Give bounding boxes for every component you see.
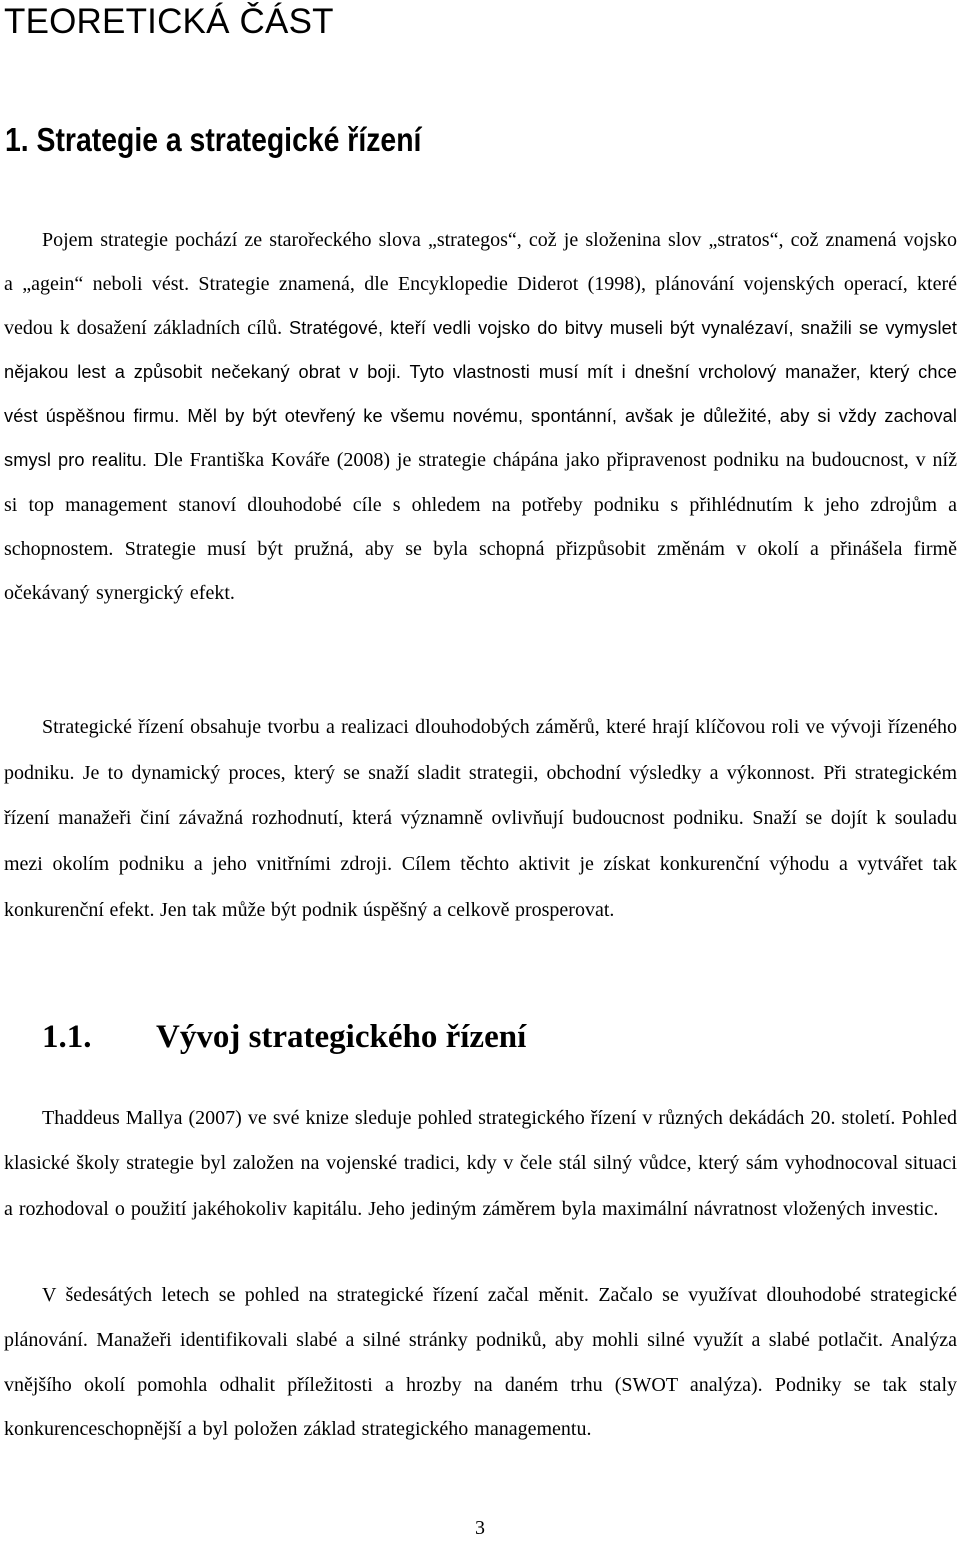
- section-number: 1.1.: [42, 1019, 92, 1055]
- section-title: Vývoj strategického řízení: [156, 1019, 527, 1055]
- paragraph-classical-school: Thaddeus Mallya (2007) ve své knize sleduje pohled strategického řízení v různých dekádách 20. století. Pohled klasické školy strategie byl založen na vojenské tradici, kdy v čele stál silný vůdce, který sám vyhodnocoval situaci a rozhodoval o použití jakéhokoliv kapitálu. Jeho jediným záměrem byla maximální návratnost vložených investic.: [4, 1107, 957, 1220]
- part-heading: TEORETICKÁ ČÁST: [4, 2, 334, 41]
- page-number: 3: [475, 1517, 485, 1539]
- paragraph-strategic-management: Strategické řízení obsahuje tvorbu a realizaci dlouhodobých záměrů, které hrají klíčovou roli ve vývoji řízeného podniku. Je to dynamický proces, který se snaží sladit strategii, obchodní výsledky a výkonnost. Při strategickém řízení manažeři činí závažná rozhodnutí, která významně ovlivňují budoucnost podniku. Snaží se dojít k souladu mezi okolím podniku a jeho vnitřními zdroji. Cílem těchto aktivit je získat konkurenční výhodu a vytvářet tak konkurenční efekt. Jen tak může být podnik úspěšný a celkově prosperovat.: [4, 716, 957, 921]
- paragraph-segment: Dle Františka Kováře (2008) je strategie chápána jako připravenost podniku na budoucnost, v níž si top management stanoví dlouhodobé cíle s ohledem na potřeby podniku s přihlédnutím k jeho zdrojům a schopnostem. Strategie musí být pružná, aby se byla schopná přizpůsobit změnám v okolí a přinášela firmě očekávaný synergický efekt.: [4, 449, 957, 604]
- section-heading: [42, 1012, 526, 1062]
- paragraph-segment: Pojem strategie pochází ze starořeckého slova „strategos“, což je složenina slov „stratos“, což znamená vojsko a „agein“ neboli vést. Strategie znamená, dle Encyklopedie Diderot (1998), plánování vojenských operací, které vedou k dosažení základních cílů.: [4, 229, 957, 340]
- chapter-heading: 1. Strategie a strategické řízení: [5, 121, 422, 158]
- paragraph-strategy-definition: [4, 218, 957, 615]
- paragraph-sixties: V šedesátých letech se pohled na strategické řízení začal měnit. Začalo se využívat dlouhodobé strategické plánování. Manažeři identifikovali slabé a silné stránky podniků, aby mohli silné využít a slabé potlačit. Analýza vnějšího okolí pomohla odhalit příležitosti a hrozby na daném trhu (SWOT analýza). Podniky se tak staly konkurenceschopnější a byl položen základ strategického managementu.: [4, 1284, 957, 1441]
- paragraph-segment-sans: Stratégové, kteří vedli vojsko do bitvy museli být vynalézaví, snažili se vymyslet nějakou lest a způsobit nečekaný obrat v boji. Tyto vlastnosti musí mít i dnešní vrcholový manažer, který chce vést úspěšnou firmu. Měl by být otevřený ke všemu novému, spontánní, avšak je důležité, aby si vždy zachoval smysl pro realitu.: [4, 318, 957, 471]
